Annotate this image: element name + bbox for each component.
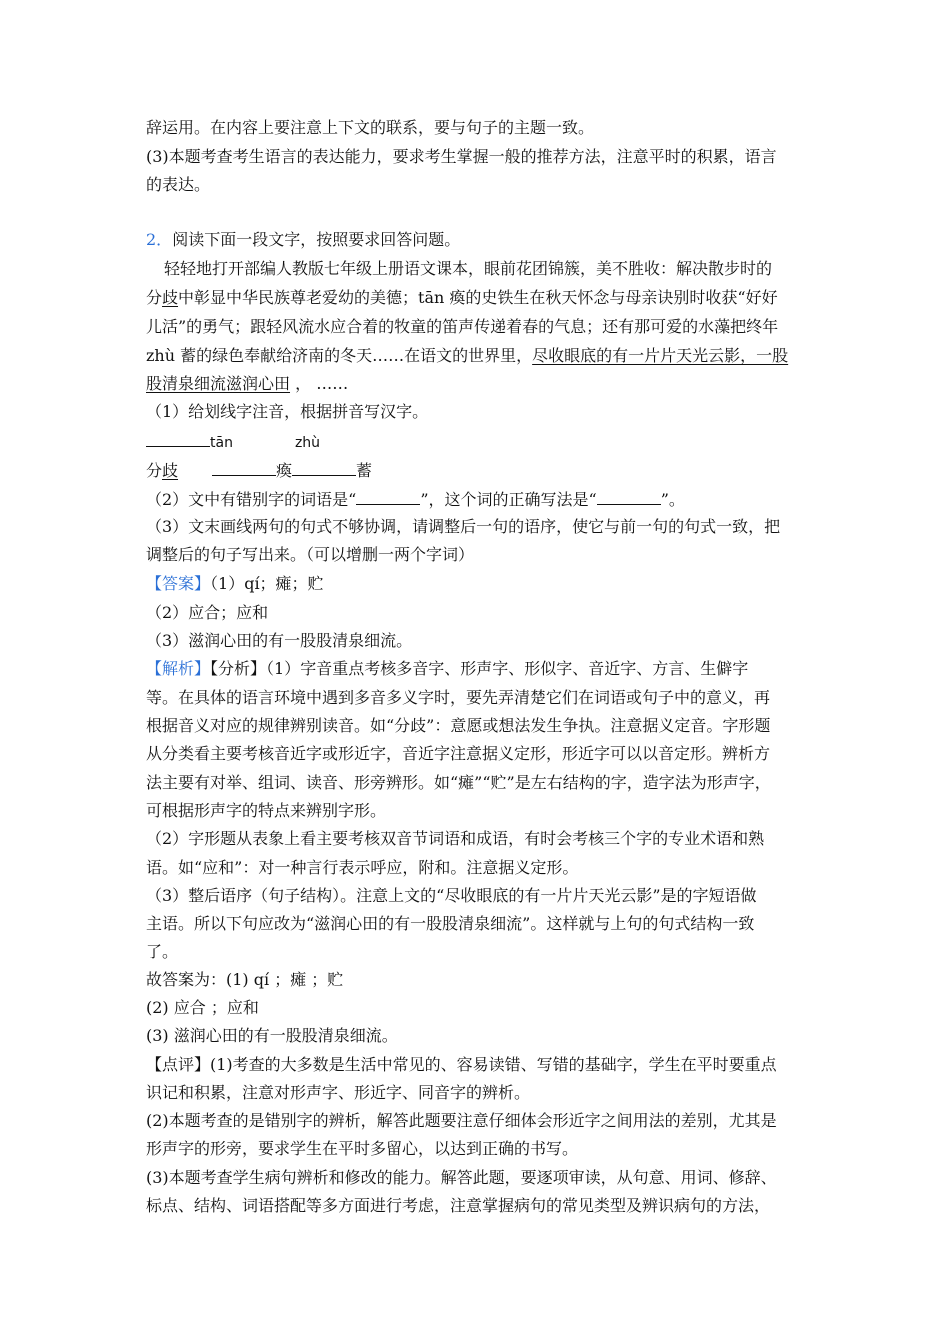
answer-line: （2）应合；应和 <box>146 603 269 622</box>
answer-blank <box>146 431 210 447</box>
analysis-line: 语。如“应和”：对一种言行表示呼应，附和。注意据义定形。 <box>146 858 579 877</box>
passage-line <box>146 346 788 366</box>
passage-fragment: ， …… <box>290 374 349 393</box>
question-fragment: （2）文中有错别字的词语是“ <box>146 490 357 509</box>
answer-blank <box>597 489 661 505</box>
passage-fragment: 分 <box>146 288 163 307</box>
passage-line <box>146 288 778 308</box>
analysis-text: 【分析】（1）字音重点考核多音字、形声字、形似字、音近字、方言、生僻字 <box>210 659 749 678</box>
fill-row <box>146 460 372 481</box>
underlined-sentence: 股清泉细流滋润心田 <box>146 374 291 393</box>
analysis-line: （2）字形题从表象上看主要考核双音节词语和成语，有时会考核三个字的专业术语和熟 <box>146 829 765 848</box>
passage-line: 轻轻地打开部编人教版七年级上册语文课本，眼前花团锦簇，美不胜收：解决散步时的 <box>164 259 773 278</box>
underlined-char: 歧 <box>162 461 179 480</box>
analysis-line: 从分类看主要考核音近字或形近字，音近字注意据义定形，形近字可以以音定形。辨析方 <box>146 744 771 763</box>
comment-line: 识记和积累，注意对形声字、形近字、同音字的辨析。 <box>146 1083 531 1102</box>
final-answer-line: 故答案为：(1) qí ；瘫 ；贮 <box>146 970 344 989</box>
sub-question-1: （1）给划线字注音，根据拼音写汉字。 <box>146 402 429 421</box>
passage-line <box>146 374 348 394</box>
answer-line <box>146 574 324 594</box>
pinyin-tan: tān <box>210 435 233 451</box>
underlined-sentence: 尽收眼底的有一片片天光云影，一股 <box>532 346 789 365</box>
passage-fragment: zhù 蓄的绿色奉献给济南的冬天……在语文的世界里， <box>146 346 533 365</box>
pinyin-zhu: zhù <box>294 435 321 451</box>
final-answer-line: (3) 滋润心田的有一股股清泉细流。 <box>146 1026 398 1045</box>
question-number: 2． <box>146 230 173 249</box>
sub-question-3: 调整后的句子写出来。（可以增删一两个字词） <box>146 545 475 564</box>
analysis-line: 了。 <box>146 942 179 961</box>
sub-question-3: （3）文末画线两句的句式不够协调，请调整后一句的语序，使它与前一句的句式一致，把 <box>146 517 781 536</box>
fill-char: 蓄 <box>356 461 373 480</box>
comment-line: 【点评】(1)考查的大多数是生活中常见的、容易读错、写错的基础字，学生在平时要重点 <box>146 1055 777 1074</box>
question-fragment: ”。 <box>660 490 685 509</box>
pinyin-row <box>146 431 320 453</box>
question-fragment: ”，这个词的正确写法是“ <box>420 490 597 509</box>
comment-line: 形声字的形旁，要求学生在平时多留心，以达到正确的书写。 <box>146 1139 579 1158</box>
text-line: (3)本题考查考生语言的表达能力，要求考生掌握一般的推荐方法，注意平时的积累，语言 <box>146 147 777 166</box>
passage-line: 儿活”的勇气；跟轻风流水应合着的牧童的笛声传递着春的气息；还有那可爱的水藻把终年 <box>146 317 779 336</box>
answer-tag: 【答案】 <box>146 574 211 593</box>
answer-blank <box>212 460 276 476</box>
analysis-line: 可根据形声字的特点来辨别字形。 <box>146 801 387 820</box>
analysis-line: 法主要有对举、组词、读音、形旁辨形。如“瘫”“贮”是左右结构的字，造字法为形声字， <box>146 773 771 792</box>
sub-question-2 <box>146 489 685 510</box>
answer-text: （1）qí；瘫；贮 <box>210 574 324 593</box>
final-answer-line: (2) 应合 ；应和 <box>146 998 259 1017</box>
question-heading <box>146 230 460 250</box>
underlined-char: 歧 <box>162 288 179 307</box>
analysis-line: 主语。所以下句应改为“滋润心田的有一股股清泉细流”。这样就与上句的句式结构一致 <box>146 914 755 933</box>
answer-blank <box>292 460 356 476</box>
question-title: 阅读下面一段文字，按照要求回答问题。 <box>172 230 461 249</box>
fill-char: 瘓 <box>276 461 293 480</box>
analysis-line: 根据音义对应的规律辨别读音。如“分歧”：意愿或想法发生争执。注意据义定音。字形题 <box>146 716 771 735</box>
comment-line: 标点、结构、词语搭配等多方面进行考虑，注意掌握病句的常见类型及辨识病句的方法， <box>146 1196 771 1215</box>
analysis-line <box>146 659 748 679</box>
passage-fragment: 中彰显中华民族尊老爱幼的美德；tān 瘓的史铁生在秋天怀念与母亲诀别时收获“好好 <box>178 288 778 307</box>
text-line: 的表达。 <box>146 175 211 194</box>
answer-line: （3）滋润心田的有一股股清泉细流。 <box>146 631 413 650</box>
fill-char: 分 <box>146 461 163 480</box>
text-line: 辞运用。在内容上要注意上下文的联系，要与句子的主题一致。 <box>146 118 595 137</box>
analysis-tag: 【解析】 <box>146 659 211 678</box>
answer-blank <box>356 489 420 505</box>
analysis-line: 等。在具体的语言环境中遇到多音多义字时，要先弄清楚它们在词语或句子中的意义，再 <box>146 688 771 707</box>
analysis-line: （3）整后语序（句子结构）。注意上文的“尽收眼底的有一片片天光云影”是的字短语做 <box>146 886 757 905</box>
comment-line: (2)本题考查的是错别字的辨析，解答此题要注意仔细体会形近字之间用法的差别，尤其是 <box>146 1111 777 1130</box>
comment-line: (3)本题考查学生病句辨析和修改的能力。解答此题，要逐项审读，从句意、用词、修辞、 <box>146 1168 777 1187</box>
